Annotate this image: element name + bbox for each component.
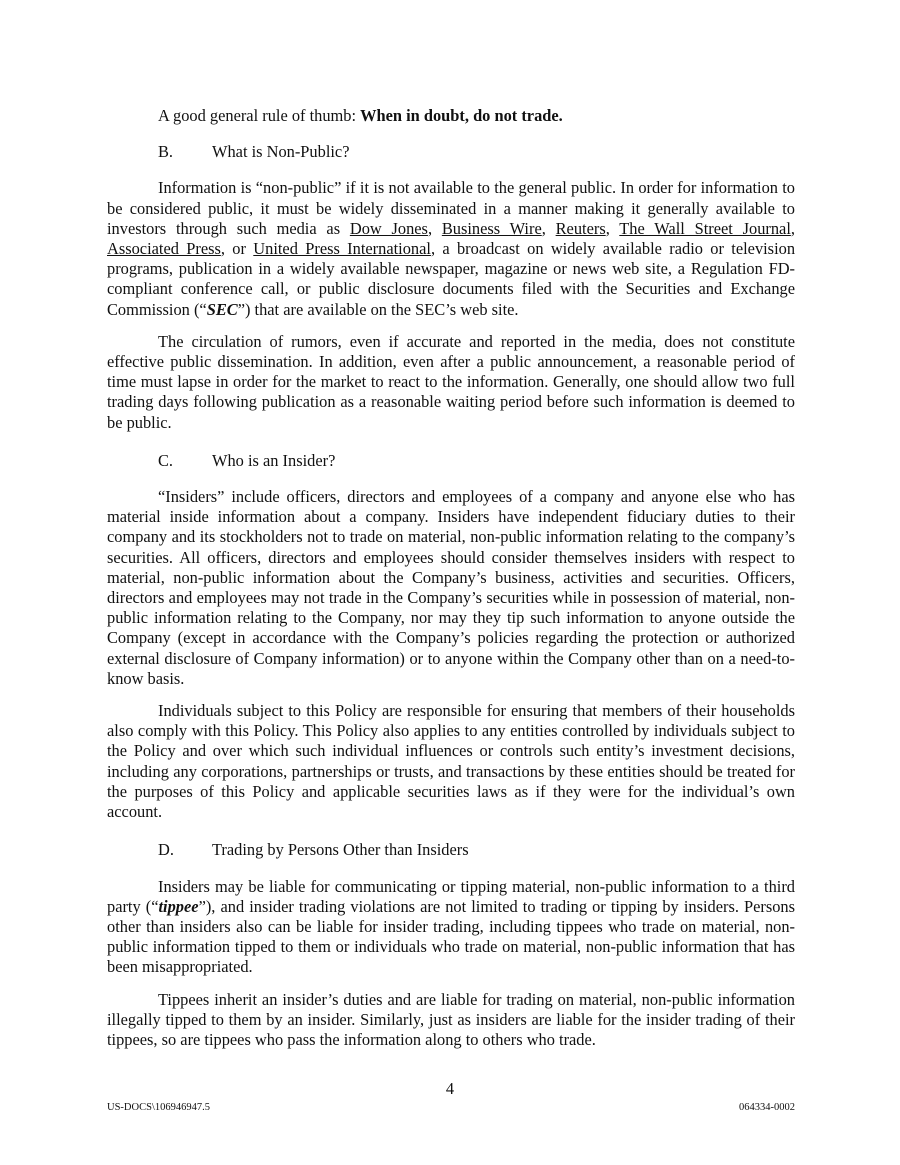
text-run: , or (220, 239, 254, 259)
media-wall-street-journal: The Wall Street Journal (619, 218, 791, 238)
section-b-title: What is Non-Public? (212, 142, 350, 162)
rule-of-thumb (158, 106, 795, 126)
section-b-paragraph-1 (107, 178, 795, 319)
media-upi: United Press International (253, 239, 431, 259)
section-d-heading (158, 840, 795, 860)
section-d-title: Trading by Persons Other than Insiders (212, 840, 469, 860)
defined-term-sec: SEC (206, 299, 238, 319)
text-run: , a broadcast on widely available radio or television programs, publication in a widely available newspaper, magazine or news web site, a Regulation FD-compliant conference call, or public disclosure documents filed with the Securities and Exchange Commission (“ (107, 239, 796, 319)
page-number: 4 (445, 1079, 455, 1098)
section-c-heading (158, 451, 795, 471)
section-c-letter: C. (158, 450, 174, 470)
media-business-wire: Business Wire (441, 218, 542, 238)
text-run: ”), and insider trading violations are not limited to trading or tipping by insiders. Persons other than insiders also can be liable for insider trading, including tippees who trade on material, non-public information tipped to them or individuals who trade on material, non-public information that has been misappropriated. (107, 896, 795, 977)
text-run: , (790, 218, 795, 238)
section-d-paragraph-2: Tippees inherit an insider’s duties and are liable for trading on material, non-public information illegally tipped to them by an insider. Similarly, just as insiders are liable for the insider trading of their tippees, so are tippees who pass the information along to others who trade. (107, 989, 795, 1049)
media-reuters: Reuters (555, 218, 606, 238)
media-dow-jones: Dow Jones (349, 218, 428, 238)
section-b-heading (158, 142, 795, 162)
text-run: , (541, 218, 556, 238)
section-c-title: Who is an Insider? (212, 450, 336, 470)
section-b-paragraph-2: The circulation of rumors, even if accurate and reported in the media, does not constitute effective public dissemination. In addition, even after a public announcement, a reasonable period of time must lapse in order for the market to react to the information. Generally, one should allow two full trading days following publication as a reasonable waiting period before such information is deemed to be public. (107, 331, 795, 432)
matter-number: 064334-0002 (739, 1102, 795, 1113)
page-body (107, 106, 795, 1062)
section-b-letter: B. (158, 142, 174, 162)
media-associated-press: Associated Press (107, 239, 221, 259)
text-run: , (605, 218, 620, 238)
section-d-paragraph-1 (107, 877, 795, 978)
rule-of-thumb-emphasis: When in doubt, do not trade. (360, 106, 563, 125)
section-c-paragraph-2: Individuals subject to this Policy are responsible for ensuring that members of their households also comply with this Policy. This Policy also applies to any entities controlled by individuals subject to the Policy and over which such individual influences or controls such entity’s investment decisions, including any corporations, partnerships or trusts, and transactions by these entities should be treated for the purposes of this Policy and applicable securities laws as if they were for the individual’s own account. (107, 701, 795, 822)
defined-term-tippee: tippee (158, 896, 199, 916)
text-run: ”) that are available on the SEC’s web site. (237, 299, 519, 319)
text-run: Information is “non-public” if it is not available to the general public. In order for information to be considered public, it must be widely disseminated in a manner making it generally available to investors through such media as (107, 178, 795, 238)
rule-of-thumb-text: A good general rule of thumb: (158, 106, 361, 125)
section-c-paragraph-1: “Insiders” include officers, directors and employees of a company and anyone else who has material inside information about a company. Insiders have independent fiduciary duties to their company and its stockholders not to trade on material, non-public information relating to the company’s securities. All officers, directors and employees should consider themselves insiders with respect to material, non-public information about the Company’s business, activities and securities. Officers, directors and employees may not trade in the Company’s securities while in possession of material, non-public information relating to the Company, nor may they tip such information to anyone outside the Company (except in accordance with the Company’s policies regarding the protection or authorized external disclosure of Company information) or to anyone within the Company other than on a need-to-know basis. (107, 487, 795, 688)
text-run: , (427, 218, 442, 238)
document-id: US-DOCS\106946947.5 (107, 1102, 210, 1113)
section-d-letter: D. (158, 840, 174, 860)
text-run: Insiders may be liable for communicating or tipping material, non-public information to a third party (“ (107, 876, 795, 916)
